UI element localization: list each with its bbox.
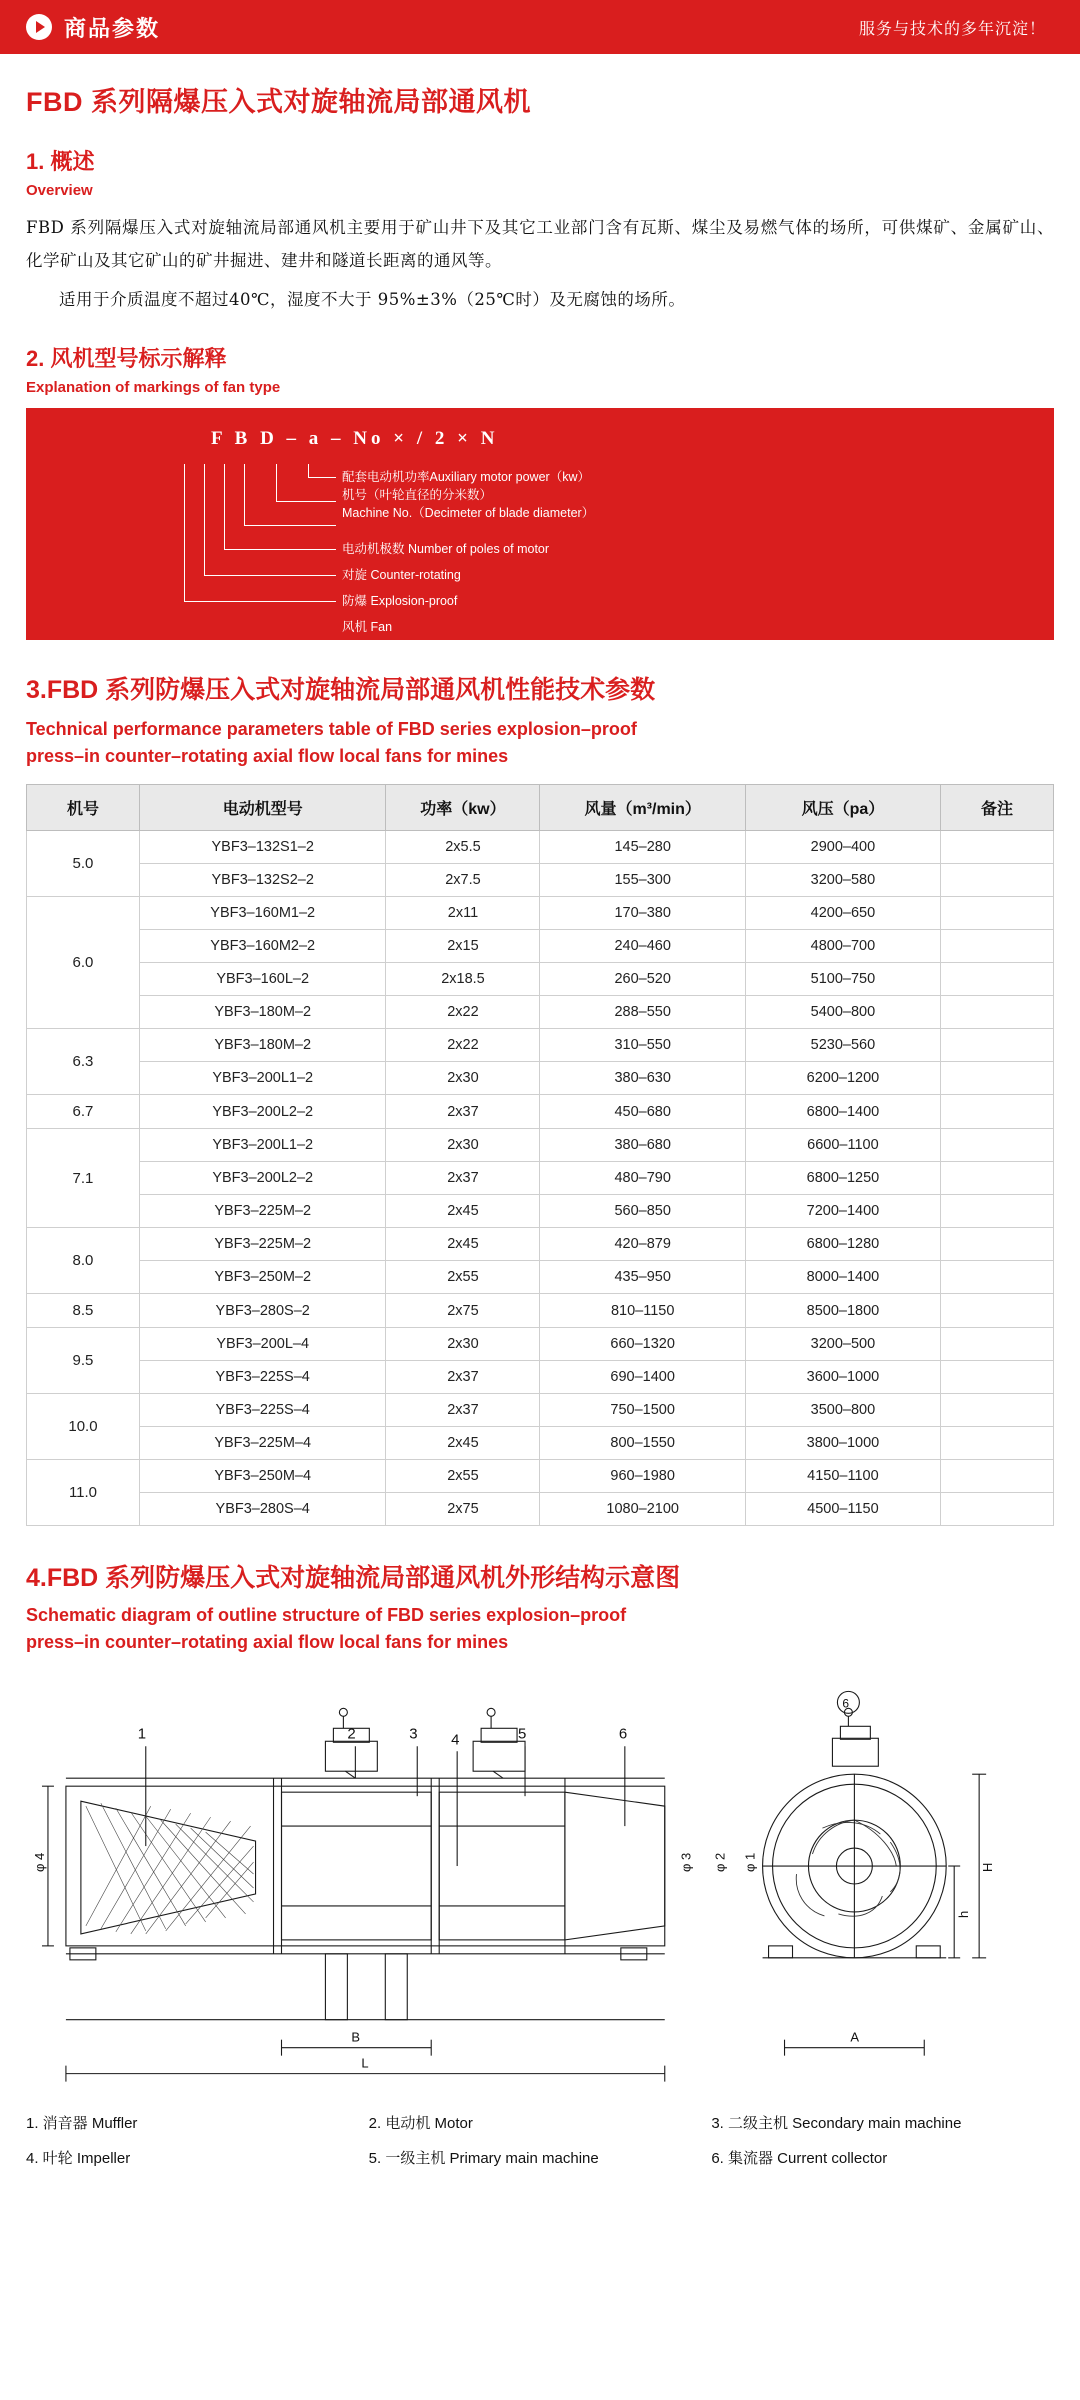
cell-motor-type: YBF3–132S1–2 — [139, 831, 385, 864]
callout-4: 4 — [451, 1731, 460, 1749]
cell-model-no: 9.5 — [27, 1328, 140, 1394]
cell-pressure: 3600–1000 — [745, 1361, 940, 1394]
cell-airflow: 155–300 — [540, 864, 745, 897]
cell-power: 2x7.5 — [386, 864, 540, 897]
table-row — [27, 1460, 1054, 1493]
table-row — [27, 1029, 1054, 1062]
table-row — [27, 1129, 1054, 1162]
outline-structure-schematic — [26, 1666, 1054, 2096]
table-row — [27, 1228, 1054, 1261]
cell-motor-type: YBF3–200L2–2 — [139, 1162, 385, 1195]
callout-5: 5 — [518, 1725, 527, 1743]
section3-subtitle — [26, 716, 1054, 770]
cell-power: 2x75 — [386, 1493, 540, 1526]
cell-airflow: 240–460 — [540, 930, 745, 963]
dim-H: H — [980, 1862, 996, 1873]
cell-power: 2x55 — [386, 1261, 540, 1294]
cell-motor-type: YBF3–200L2–2 — [139, 1095, 385, 1129]
spec-table — [26, 784, 1054, 1526]
table-row — [27, 930, 1054, 963]
cell-model-no: 5.0 — [27, 831, 140, 897]
legend-item-1: 1. 消音器 Muffler — [26, 2115, 138, 2132]
cell-pressure: 5400–800 — [745, 996, 940, 1029]
col-model-no: 机号 — [27, 785, 140, 831]
cell-power: 2x18.5 — [386, 963, 540, 996]
marking-legend-1: 配套电动机功率Auxiliary motor power（kw） — [342, 470, 590, 484]
cell-remark — [941, 1029, 1054, 1062]
cell-model-no: 10.0 — [27, 1394, 140, 1460]
dim-A: A — [850, 2029, 860, 2045]
marking-legend-2: 机号（叶轮直径的分米数） Machine No.（Decimeter of blade diameter） — [342, 488, 595, 521]
cell-motor-type: YBF3–160M1–2 — [139, 897, 385, 930]
legend-item-2: 2. 电动机 Motor — [368, 2115, 473, 2132]
cell-remark — [941, 930, 1054, 963]
table-row — [27, 1361, 1054, 1394]
cell-power: 2x30 — [386, 1129, 540, 1162]
cell-motor-type: YBF3–132S2–2 — [139, 864, 385, 897]
cell-airflow: 420–879 — [540, 1228, 745, 1261]
cell-remark — [941, 1228, 1054, 1261]
section1-paragraph-2: 适用于介质温度不超过40℃，湿度不大于 95%±3%（25℃时）及无腐蚀的场所。 — [59, 290, 686, 309]
cell-pressure: 7200–1400 — [745, 1195, 940, 1228]
cell-motor-type: YBF3–200L1–2 — [139, 1129, 385, 1162]
cell-remark — [941, 963, 1054, 996]
cell-airflow: 260–520 — [540, 963, 745, 996]
table-row — [27, 1162, 1054, 1195]
cell-remark — [941, 1095, 1054, 1129]
callout-6: 6 — [618, 1725, 628, 1743]
cell-airflow: 960–1980 — [540, 1460, 745, 1493]
cell-power: 2x22 — [386, 1029, 540, 1062]
dim-L: L — [361, 2055, 369, 2071]
page-header — [0, 0, 1080, 54]
col-power: 功率（kw） — [386, 785, 540, 831]
cell-remark — [941, 864, 1054, 897]
cell-motor-type: YBF3–250M–4 — [139, 1460, 385, 1493]
cell-airflow: 560–850 — [540, 1195, 745, 1228]
cell-power: 2x15 — [386, 930, 540, 963]
cell-motor-type: YBF3–225M–2 — [139, 1195, 385, 1228]
cell-power: 2x30 — [386, 1062, 540, 1095]
cell-power: 2x37 — [386, 1162, 540, 1195]
cell-motor-type: YBF3–250M–2 — [139, 1261, 385, 1294]
cell-power: 2x55 — [386, 1460, 540, 1493]
cell-motor-type: YBF3–225M–4 — [139, 1427, 385, 1460]
callout-6-end-view: 6 — [842, 1696, 850, 1711]
schematic-legend — [26, 2112, 1054, 2168]
section3-subtitle-line2: press–in counter–rotating axial flow local fans for mines — [26, 746, 509, 766]
table-row — [27, 864, 1054, 897]
cell-remark — [941, 1328, 1054, 1361]
cell-airflow: 145–280 — [540, 831, 745, 864]
section2-title: 2. 风机型号标示解释 — [26, 346, 227, 371]
table-row — [27, 1294, 1054, 1328]
table-row — [27, 996, 1054, 1029]
cell-power: 2x45 — [386, 1195, 540, 1228]
cell-model-no: 6.3 — [27, 1029, 140, 1095]
cell-power: 2x45 — [386, 1427, 540, 1460]
cell-model-no: 8.0 — [27, 1228, 140, 1294]
cell-power: 2x37 — [386, 1394, 540, 1427]
table-row — [27, 1394, 1054, 1427]
cell-airflow: 380–630 — [540, 1062, 745, 1095]
cell-model-no: 8.5 — [27, 1294, 140, 1328]
cell-pressure: 8000–1400 — [745, 1261, 940, 1294]
cell-pressure: 3200–500 — [745, 1328, 940, 1361]
page-content — [0, 80, 1080, 2168]
legend-item-6: 6. 集流器 Current collector — [711, 2150, 888, 2167]
cell-airflow: 810–1150 — [540, 1294, 745, 1328]
cell-pressure: 6800–1280 — [745, 1228, 940, 1261]
marking-legend-3: 电动机极数 Number of poles of motor — [342, 542, 550, 556]
cell-pressure: 8500–1800 — [745, 1294, 940, 1328]
cell-airflow: 435–950 — [540, 1261, 745, 1294]
cell-pressure: 3200–580 — [745, 864, 940, 897]
section4-subtitle-line2: press–in counter–rotating axial flow local fans for mines — [26, 1632, 509, 1652]
cell-airflow: 170–380 — [540, 897, 745, 930]
cell-model-no: 7.1 — [27, 1129, 140, 1228]
cell-power: 2x5.5 — [386, 831, 540, 864]
table-row — [27, 1493, 1054, 1526]
callout-2: 2 — [347, 1725, 356, 1743]
table-header-row — [27, 785, 1054, 831]
header-title: 商品参数 — [64, 15, 161, 41]
section1-subtitle: Overview — [26, 182, 93, 199]
cell-pressure: 5230–560 — [745, 1029, 940, 1062]
col-pressure: 风压（pa） — [745, 785, 940, 831]
dim-phi1: φ 1 — [742, 1852, 758, 1873]
cell-pressure: 4200–650 — [745, 897, 940, 930]
cell-model-no: 6.7 — [27, 1095, 140, 1129]
cell-motor-type: YBF3–160L–2 — [139, 963, 385, 996]
table-row — [27, 1195, 1054, 1228]
cell-pressure: 4150–1100 — [745, 1460, 940, 1493]
cell-remark — [941, 1294, 1054, 1328]
section4-subtitle-line1: Schematic diagram of outline structure of FBD series explosion–proof — [26, 1605, 627, 1625]
spec-table-body — [27, 831, 1054, 1526]
table-row — [27, 1095, 1054, 1129]
cell-remark — [941, 897, 1054, 930]
cell-airflow: 800–1550 — [540, 1427, 745, 1460]
cell-airflow: 660–1320 — [540, 1328, 745, 1361]
cell-pressure: 5100–750 — [745, 963, 940, 996]
legend-item-4: 4. 叶轮 Impeller — [26, 2150, 131, 2167]
cell-airflow: 288–550 — [540, 996, 745, 1029]
cell-model-no: 11.0 — [27, 1460, 140, 1526]
schematic-svg — [26, 1666, 1054, 2096]
play-icon — [26, 14, 52, 40]
cell-motor-type: YBF3–180M–2 — [139, 1029, 385, 1062]
cell-motor-type: YBF3–225M–2 — [139, 1228, 385, 1261]
cell-airflow: 1080–2100 — [540, 1493, 745, 1526]
table-row — [27, 897, 1054, 930]
cell-remark — [941, 1493, 1054, 1526]
cell-motor-type: YBF3–225S–4 — [139, 1394, 385, 1427]
cell-power: 2x37 — [386, 1095, 540, 1129]
cell-remark — [941, 1062, 1054, 1095]
cell-pressure: 6800–1250 — [745, 1162, 940, 1195]
header-left-group — [26, 12, 160, 43]
table-row — [27, 1062, 1054, 1095]
cell-pressure: 6600–1100 — [745, 1129, 940, 1162]
table-row — [27, 963, 1054, 996]
section1-title: 1. 概述 — [26, 149, 95, 174]
spec-table-head — [27, 785, 1054, 831]
cell-remark — [941, 1394, 1054, 1427]
callout-1: 1 — [137, 1725, 147, 1743]
table-row — [27, 1261, 1054, 1294]
leader-line-1 — [308, 464, 336, 478]
cell-motor-type: YBF3–280S–2 — [139, 1294, 385, 1328]
section4-title: 4.FBD 系列防爆压入式对旋轴流局部通风机外形结构示意图 — [26, 1564, 681, 1592]
cell-remark — [941, 1361, 1054, 1394]
cell-power: 2x37 — [386, 1361, 540, 1394]
section3-title: 3.FBD 系列防爆压入式对旋轴流局部通风机性能技术参数 — [26, 676, 656, 704]
cell-remark — [941, 996, 1054, 1029]
legend-item-3: 3. 二级主机 Secondary main machine — [711, 2115, 962, 2132]
cell-motor-type: YBF3–225S–4 — [139, 1361, 385, 1394]
marking-legend-6: 风机 Fan — [342, 620, 393, 634]
table-row — [27, 1328, 1054, 1361]
cell-power: 2x75 — [386, 1294, 540, 1328]
table-row — [27, 831, 1054, 864]
section2-subtitle: Explanation of markings of fan type — [26, 379, 281, 396]
callout-3: 3 — [409, 1725, 418, 1743]
cell-motor-type: YBF3–180M–2 — [139, 996, 385, 1029]
cell-airflow: 380–680 — [540, 1129, 745, 1162]
cell-motor-type: YBF3–200L1–2 — [139, 1062, 385, 1095]
cell-pressure: 4800–700 — [745, 930, 940, 963]
header-slogan: 服务与技术的多年沉淀！ — [858, 18, 1046, 38]
col-motor-type: 电动机型号 — [139, 785, 385, 831]
section4-subtitle — [26, 1602, 1054, 1656]
cell-remark — [941, 1129, 1054, 1162]
dim-phi4: φ 4 — [31, 1852, 47, 1873]
table-row — [27, 1427, 1054, 1460]
cell-remark — [941, 831, 1054, 864]
cell-airflow: 310–550 — [540, 1029, 745, 1062]
dim-phi2: φ 2 — [712, 1852, 728, 1873]
legend-item-5: 5. 一级主机 Primary main machine — [368, 2150, 599, 2167]
fan-type-marking-diagram — [26, 408, 1054, 640]
marking-legend-4: 对旋 Counter-rotating — [342, 568, 461, 582]
cell-airflow: 450–680 — [540, 1095, 745, 1129]
col-remark: 备注 — [941, 785, 1054, 831]
fan-type-code: F B D – a – No × / 2 × N — [211, 428, 499, 449]
dim-h: h — [956, 1910, 972, 1918]
cell-airflow: 690–1400 — [540, 1361, 745, 1394]
cell-pressure: 2900–400 — [745, 831, 940, 864]
cell-motor-type: YBF3–200L–4 — [139, 1328, 385, 1361]
dim-phi3: φ 3 — [678, 1852, 694, 1873]
section1-paragraph-1: FBD 系列隔爆压入式对旋轴流局部通风机主要用于矿山井下及其它工业部门含有瓦斯、煤尘及易燃气体的场所，可供煤矿、金属矿山、化学矿山及其它矿山的矿井掘进、建井和隧道长距离的通风等。 — [26, 218, 1054, 270]
cell-remark — [941, 1460, 1054, 1493]
cell-remark — [941, 1261, 1054, 1294]
cell-remark — [941, 1162, 1054, 1195]
cell-power: 2x45 — [386, 1228, 540, 1261]
cell-power: 2x11 — [386, 897, 540, 930]
cell-pressure: 3500–800 — [745, 1394, 940, 1427]
cell-remark — [941, 1195, 1054, 1228]
cell-model-no: 6.0 — [27, 897, 140, 1029]
cell-airflow: 750–1500 — [540, 1394, 745, 1427]
cell-motor-type: YBF3–160M2–2 — [139, 930, 385, 963]
cell-power: 2x22 — [386, 996, 540, 1029]
cell-pressure: 3800–1000 — [745, 1427, 940, 1460]
col-airflow: 风量（m³/min） — [540, 785, 745, 831]
section3-subtitle-line1: Technical performance parameters table of FBD series explosion–proof — [26, 719, 637, 739]
marking-legend-5: 防爆 Explosion-proof — [342, 594, 458, 608]
cell-pressure: 6800–1400 — [745, 1095, 940, 1129]
cell-pressure: 4500–1150 — [745, 1493, 940, 1526]
page-title: FBD 系列隔爆压入式对旋轴流局部通风机 — [26, 87, 531, 117]
cell-power: 2x30 — [386, 1328, 540, 1361]
cell-motor-type: YBF3–280S–4 — [139, 1493, 385, 1526]
dim-B: B — [351, 2029, 361, 2045]
cell-remark — [941, 1427, 1054, 1460]
cell-pressure: 6200–1200 — [745, 1062, 940, 1095]
cell-airflow: 480–790 — [540, 1162, 745, 1195]
